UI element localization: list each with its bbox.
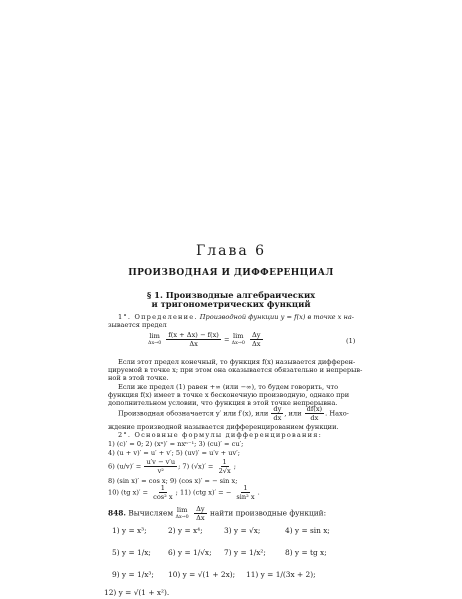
formula-row-1: 1) (c)′ = 0; 2) (xⁿ)′ = nxⁿ⁻¹; 3) (cu)′ = cu′; [108, 440, 244, 448]
sqrt-rule-fraction [217, 458, 233, 475]
formula-terminator: ; [233, 462, 236, 471]
equation-tag: (1) [346, 337, 356, 345]
problem-item-5: 5) y = 1/x; [112, 548, 151, 557]
fraction-numerator: 1 [160, 484, 165, 492]
dy-dx-fraction [271, 405, 283, 422]
ctg-derivative-fraction [234, 484, 256, 501]
fraction-denominator: dx [273, 414, 282, 422]
paragraph1-line1: Если этот предел конечный, то функция f(x) называется дифферен- [118, 358, 356, 366]
formula-6-label: 6) (u/v)′ = [108, 462, 142, 471]
problem-statement [108, 505, 326, 522]
problem-item-2: 2) y = x⁴; [168, 526, 203, 535]
fraction-denominator: Δx [196, 514, 205, 522]
fraction-numerator: u′v − v′u [146, 458, 176, 466]
problem-item-11: 11) y = 1/(3x + 2); [246, 570, 316, 579]
problem-delta-quotient [194, 505, 207, 522]
problem-item-10: 10) y = √(1 + 2x); [168, 570, 236, 579]
lim-subscript: Δx→0 [175, 514, 189, 520]
formula-10-label: 10) (tg x)′ = [108, 488, 149, 497]
fraction-numerator: Δy [196, 505, 205, 513]
problem-number: 848. [108, 508, 127, 518]
fraction-denominator: Δx [252, 340, 261, 348]
lim-subscript: Δx→0 [231, 340, 245, 346]
df-dx-fraction [305, 405, 325, 422]
fraction-denominator: sin² x [236, 493, 255, 501]
lim-subscript: Δx→0 [148, 340, 162, 346]
tg-derivative-fraction [151, 484, 175, 501]
fraction-denominator: cos² x [153, 493, 173, 501]
section-title-line1: § 1. Производные алгебраических [146, 290, 316, 300]
fraction-numerator: Δy [252, 331, 261, 339]
formula-11-label: ; 11) (ctg x)′ = − [175, 488, 232, 497]
formula-row-2: 4) (u + v)′ = u′ + v′; 5) (uv)′ = u′v + uv′; [108, 449, 240, 457]
paragraph3-line1 [118, 405, 349, 422]
problem-item-9: 9) y = 1/x³; [112, 570, 154, 579]
problem-item-4: 4) y = sin x; [285, 526, 330, 535]
fraction-numerator: f(x + Δx) − f(x) [168, 331, 219, 339]
notation-text: Производная обозначается y′ или f′(x), или [118, 409, 269, 418]
notation-end: . Нахо- [325, 409, 349, 418]
formula-row-5 [108, 484, 260, 501]
formula-row-4: 8) (sin x)′ = cos x; 9) (cos x)′ = − sin x; [108, 477, 238, 485]
lim-word: lim [149, 331, 160, 340]
fraction-numerator: 1 [243, 484, 248, 492]
problem-item-8: 8) y = tg x; [285, 548, 327, 557]
paragraph2-line3: дополнительном условии, что функция в этой точке непрерывна. [108, 399, 338, 407]
chapter-title: ПРОИЗВОДНАЯ И ДИФФЕРЕНЦИАЛ [128, 268, 334, 278]
notation-or: , или [284, 409, 302, 418]
problem-limit [175, 507, 188, 521]
delta-quotient [250, 331, 263, 348]
formula-7-label: ; 7) (√x)′ = [178, 462, 214, 471]
definition-line2: зывается предел [108, 321, 167, 329]
problem-item-6: 6) y = 1/√x; [168, 548, 212, 557]
paragraph1-line3: ной в этой точке. [108, 374, 169, 382]
definition-lead: 1°. Определение. [118, 313, 198, 321]
paragraph1-line2: цируемой в точке x; при этом она оказывается обязательно и непрерыв- [108, 366, 363, 374]
equals-sign: = [224, 335, 230, 344]
problem-item-3: 3) y = √x; [224, 526, 261, 535]
fraction-denominator: 2√x [218, 467, 231, 475]
limit-operator [148, 333, 161, 347]
problem-item-12: 12) y = √(1 + x²). [104, 588, 170, 597]
formulas-heading: 2°. Основные формулы дифференцирования: [118, 431, 323, 439]
limit-operator-2 [232, 333, 245, 347]
lim-word: lim [233, 331, 244, 340]
derivative-formula [148, 331, 264, 348]
fraction-numerator: 1 [222, 458, 227, 466]
problem-text-end: найти производные функций: [209, 508, 327, 518]
chapter-heading: Глава 6 [195, 243, 267, 259]
paragraph3-line2: ждение производной называется дифференцированием функции. [108, 423, 339, 431]
paragraph2-line2: функция f(x) имеет в точке x бесконечную производную, однако при [108, 391, 350, 399]
definition-text1: Производной функции y = f(x) в точке x на- [199, 313, 355, 321]
fraction-numerator: df(x) [306, 405, 323, 413]
paragraph2-line1: Если же предел (1) равен +∞ (или −∞), то будем говорить, что [118, 383, 339, 391]
lim-word: lim [176, 505, 188, 514]
fraction-numerator: dy [273, 405, 282, 413]
problem-item-1: 1) y = x³; [112, 526, 147, 535]
problem-item-7: 7) y = 1/x²; [224, 548, 266, 557]
formula-terminator: . [257, 488, 260, 497]
fraction-denominator: dx [310, 414, 319, 422]
problem-text-start: Вычисляем [128, 508, 174, 518]
section-title-line2: и тригонометрических функций [151, 299, 311, 309]
quotient-rule-fraction [144, 458, 177, 475]
difference-quotient [166, 331, 221, 348]
fraction-denominator: v² [157, 467, 164, 475]
formula-row-3 [108, 458, 236, 475]
fraction-denominator: Δx [189, 340, 198, 348]
